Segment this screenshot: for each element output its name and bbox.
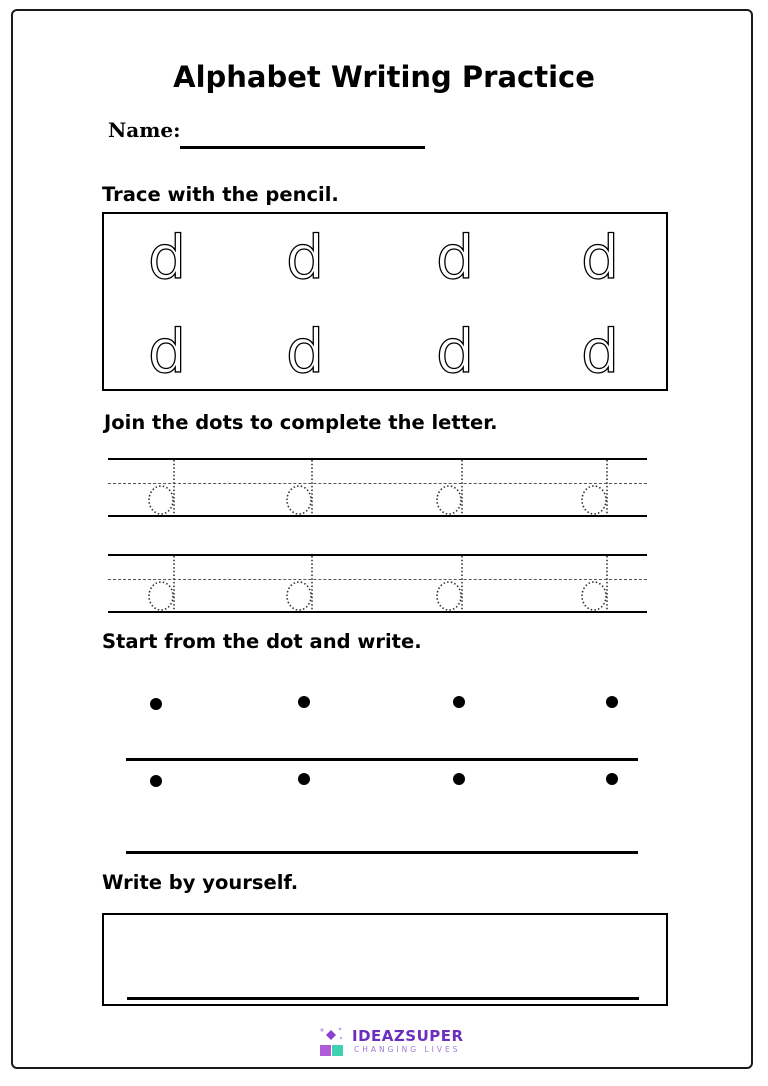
- start-dot: [453, 773, 465, 785]
- dotted-letter-d[interactable]: [578, 554, 618, 611]
- start-dot: [298, 773, 310, 785]
- join-heading: Join the dots to complete the letter.: [104, 411, 498, 434]
- dotted-letter-d[interactable]: [283, 458, 323, 515]
- writing-line[interactable]: [126, 851, 638, 854]
- dotted-letter-d[interactable]: [433, 554, 473, 611]
- start-dot: [606, 696, 618, 708]
- dotted-letter-d[interactable]: [578, 458, 618, 515]
- top-guide-line: [108, 458, 647, 460]
- dotted-letter-d[interactable]: [145, 554, 185, 611]
- footer-brand: IDEAZSUPER: [352, 1027, 464, 1045]
- top-guide-line: [108, 554, 647, 556]
- self-write-box[interactable]: [102, 913, 668, 1006]
- trace-heading: Trace with the pencil.: [102, 183, 339, 206]
- trace-letter: d: [147, 317, 187, 387]
- footer-tagline: CHANGING LIVES: [354, 1045, 461, 1054]
- worksheet-frame: [11, 9, 753, 1069]
- dotted-letter-d[interactable]: [433, 458, 473, 515]
- base-guide-line: [108, 515, 647, 517]
- base-guide-line: [108, 611, 647, 613]
- mid-guide-line: [108, 579, 647, 580]
- self-write-line: [127, 997, 639, 1000]
- start-dot: [298, 696, 310, 708]
- start-dot: [150, 698, 162, 710]
- name-label: Name:: [108, 118, 181, 142]
- start-dot: [453, 696, 465, 708]
- trace-letter: d: [147, 223, 187, 293]
- dotted-letter-d[interactable]: [283, 554, 323, 611]
- page-title: Alphabet Writing Practice: [173, 60, 595, 94]
- trace-letter: d: [285, 223, 325, 293]
- trace-letter: d: [580, 223, 620, 293]
- footer-logo: [318, 1026, 478, 1058]
- mid-guide-line: [108, 483, 647, 484]
- writing-line[interactable]: [126, 758, 638, 761]
- start-dot: [150, 775, 162, 787]
- self-heading: Write by yourself.: [102, 871, 299, 894]
- trace-letter: d: [435, 317, 475, 387]
- trace-letter: d: [435, 223, 475, 293]
- start-heading: Start from the dot and write.: [102, 630, 422, 653]
- sparkle-blocks-logo-icon: [318, 1026, 350, 1058]
- name-write-line[interactable]: [180, 146, 425, 149]
- start-dot: [606, 773, 618, 785]
- trace-letter: d: [285, 317, 325, 387]
- trace-letter: d: [580, 317, 620, 387]
- dotted-letter-d[interactable]: [145, 458, 185, 515]
